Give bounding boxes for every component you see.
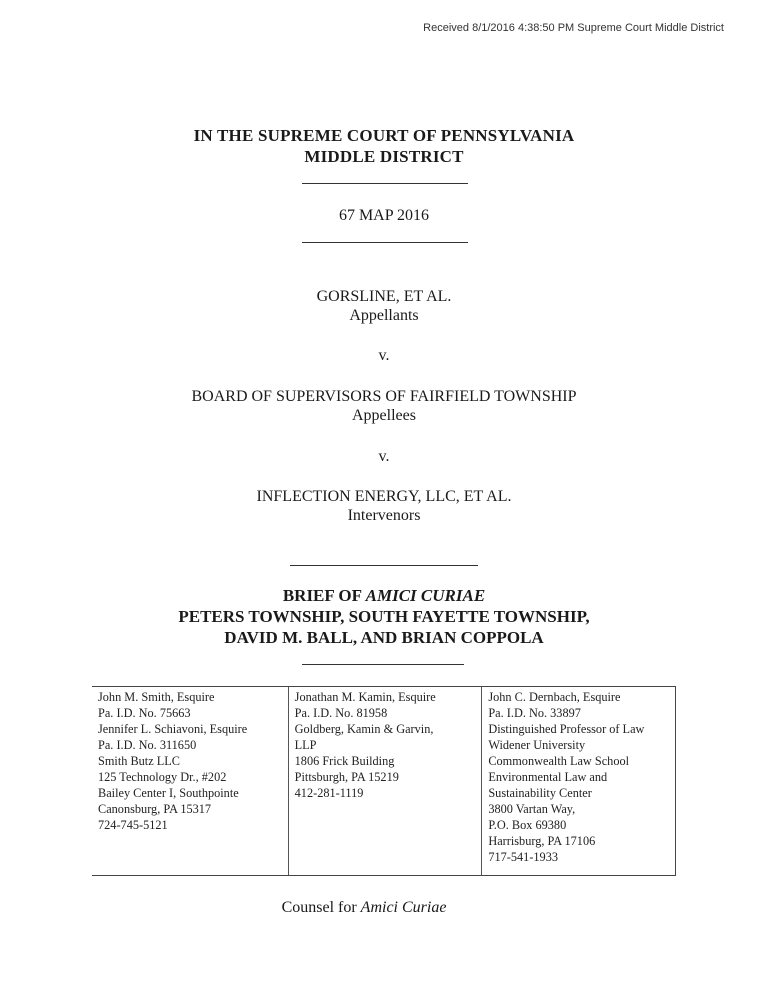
counsel-table [92,686,676,876]
brief-title [0,585,768,648]
counsel-line: Smith Butz LLC [98,754,180,768]
counsel-column-dernbach [481,687,675,875]
appellees-name: BOARD OF SUPERVISORS OF FAIRFIELD TOWNSHIP [191,388,577,405]
counsel-column-smith [92,687,288,875]
docket-number: 67 MAP 2016 [338,207,430,224]
counsel-line: Widener University [488,738,586,752]
counsel-line: Harrisburg, PA 17106 [488,834,596,848]
counsel-line: 412-281-1119 [294,786,364,800]
counsel-line: Pa. I.D. No. 75663 [98,706,191,720]
counsel-line: John M. Smith, Esquire [98,690,215,704]
counsel-label-prefix: Counsel for [281,899,361,916]
divider-rule [302,242,468,243]
counsel-line: Commonwealth Law School [488,754,630,768]
versus-2: v. [378,448,390,465]
divider-rule [302,183,468,184]
counsel-line: Pa. I.D. No. 81958 [294,706,388,720]
appellants-block [0,287,768,325]
counsel-line: Canonsburg, PA 15317 [98,802,212,816]
appellants-role: Appellants [349,307,419,324]
counsel-line: 3800 Vartan Way, [488,802,576,816]
counsel-column-kamin [288,687,482,875]
versus-1: v. [378,347,390,364]
counsel-line: Jennifer L. Schiavoni, Esquire [98,722,248,736]
intervenors-role: Intervenors [347,507,421,524]
counsel-line: John C. Dernbach, Esquire [488,690,621,704]
divider-rule [290,565,478,566]
counsel-line: Pittsburgh, PA 15219 [294,770,399,784]
brief-line-3: DAVID M. BALL, AND BRIAN COPPOLA [224,628,544,647]
counsel-line: 125 Technology Dr., #202 [98,770,227,784]
counsel-label [0,899,728,917]
appellees-role: Appellees [352,407,416,424]
counsel-line: Sustainability Center [488,786,592,800]
intervenors-name: INFLECTION ENERGY, LLC, ET AL. [256,488,512,505]
counsel-line: Jonathan M. Kamin, Esquire [294,690,436,704]
counsel-line: 717-541-1933 [488,850,559,864]
divider-rule [302,664,464,665]
brief-prefix: BRIEF OF [282,586,366,605]
appellants-name: GORSLINE, ET AL. [316,288,452,305]
appellees-block [0,387,768,425]
counsel-line: Pa. I.D. No. 311650 [98,738,197,752]
counsel-line: Bailey Center I, Southpointe [98,786,239,800]
counsel-line: 1806 Frick Building [294,754,395,768]
court-name: IN THE SUPREME COURT OF PENNSYLVANIA [193,126,575,145]
counsel-line: LLP [294,738,317,752]
brief-line-1 [0,585,768,606]
counsel-line: Environmental Law and [488,770,608,784]
counsel-label-amici: Amici Curiae [360,899,447,916]
brief-amici: AMICI CURIAE [365,586,486,605]
counsel-line: P.O. Box 69380 [488,818,567,832]
received-stamp: Received 8/1/2016 4:38:50 PM Supreme Court Middle District [423,22,724,34]
brief-line-2: PETERS TOWNSHIP, SOUTH FAYETTE TOWNSHIP, [178,607,590,626]
counsel-line: Distinguished Professor of Law [488,722,645,736]
intervenors-block [0,487,768,525]
counsel-line: Goldberg, Kamin & Garvin, [294,722,434,736]
court-district: MIDDLE DISTRICT [304,147,464,166]
court-caption [0,125,768,167]
counsel-line: 724-745-5121 [98,818,168,832]
counsel-line: Pa. I.D. No. 33897 [488,706,581,720]
